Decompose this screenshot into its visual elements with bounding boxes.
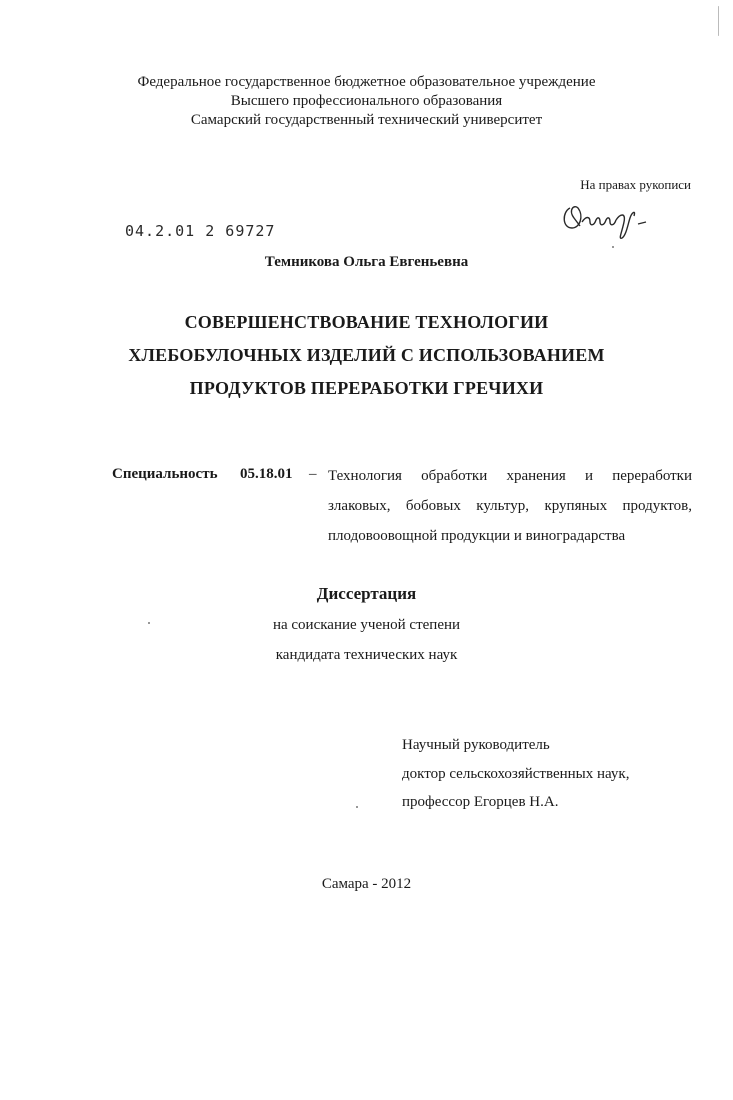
thesis-title-line-3: ПРОДУКТОВ ПЕРЕРАБОТКИ ГРЕЧИХИ (189, 378, 544, 398)
dissertation-degree-line-1: на соискание ученой степени (272, 617, 461, 633)
city-year: Самара - 2012 (321, 876, 412, 892)
dissertation-heading: Диссертация (316, 584, 417, 603)
specialty-dash: – (309, 466, 317, 482)
scan-speck (148, 622, 150, 624)
specialty-code: 05.18.01 (240, 466, 293, 482)
thesis-title-line-2: ХЛЕБОБУЛОЧНЫХ ИЗДЕЛИЙ С ИСПОЛЬЗОВАНИЕМ (128, 345, 605, 365)
dissertation-degree-line-2: кандидата технических наук (275, 647, 458, 663)
scan-speck (612, 246, 614, 248)
scan-edge-mark (718, 6, 719, 36)
author-signature (560, 198, 655, 242)
institution-line-1: Федеральное государственное бюджетное образовательное учреждение (137, 74, 596, 90)
supervisor-line-1: Научный руководитель (402, 737, 550, 753)
thesis-title-line-1: СОВЕРШЕНСТВОВАНИЕ ТЕХНОЛОГИИ (184, 312, 549, 332)
scan-speck (356, 806, 358, 808)
specialty-line-1: Технология обработки хранения и переработки (328, 468, 692, 484)
manuscript-note: На правах рукописи (580, 177, 691, 192)
specialty-label: Специальность (112, 466, 218, 482)
specialty-line-3: плодовоовощной продукции и виноградарства (328, 528, 626, 544)
specialty-line-2: злаковых, бобовых культур, крупяных продуктов, (328, 498, 692, 514)
supervisor-line-3: профессор Егорцев Н.А. (402, 794, 559, 810)
author-name: Темникова Ольга Евгеньевна (264, 254, 469, 270)
registry-number: 04.2.01 2 69727 (125, 222, 276, 240)
institution-line-2: Высшего профессионального образования (230, 93, 503, 109)
institution-line-3: Самарский государственный технический университет (190, 112, 543, 128)
supervisor-line-2: доктор сельскохозяйственных наук, (402, 766, 630, 782)
